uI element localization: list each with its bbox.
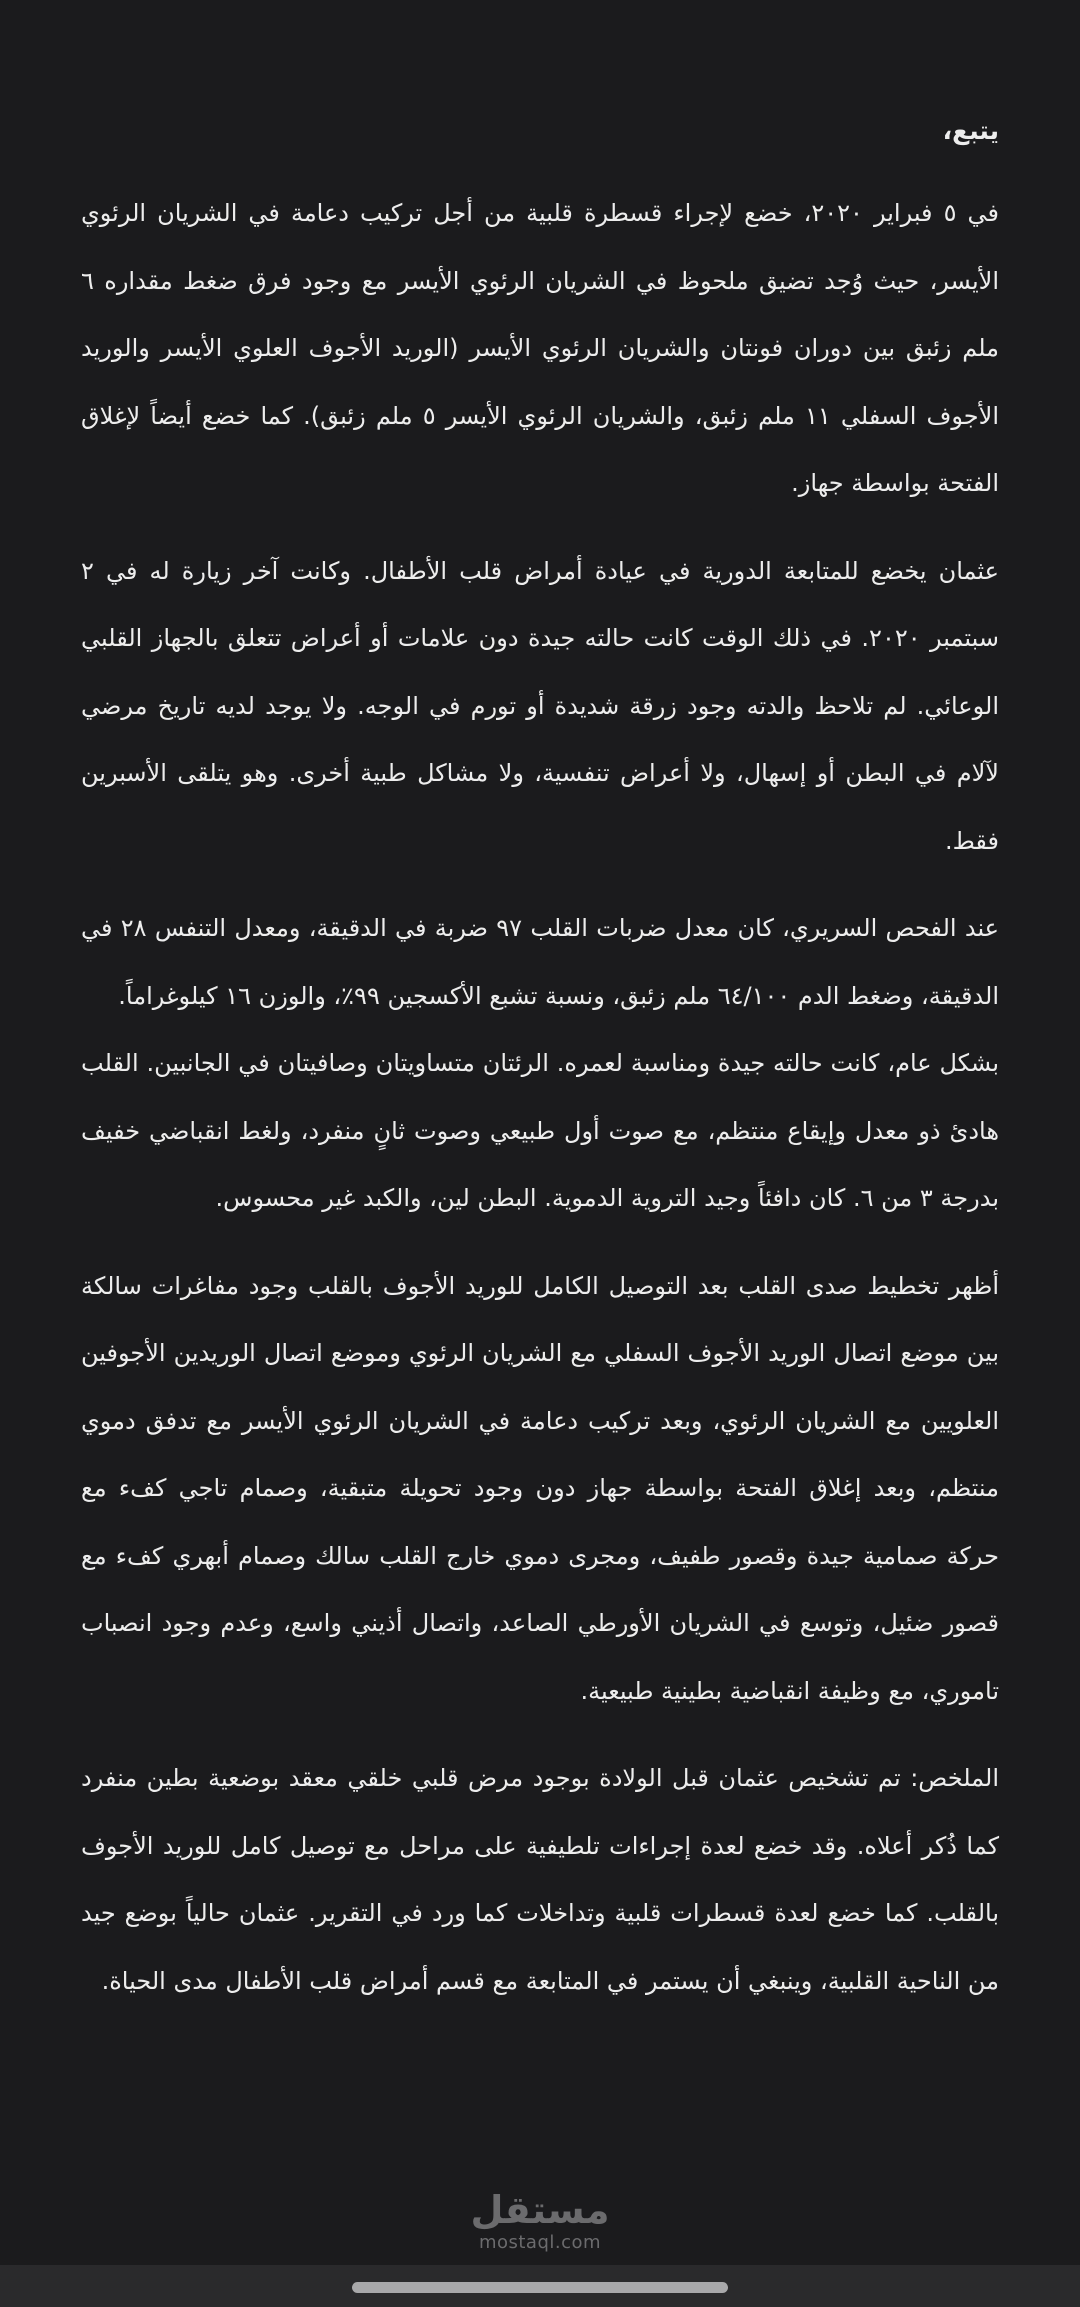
mostaql-watermark: [0, 2188, 1080, 2254]
watermark-url: mostaql.com: [478, 2232, 602, 2253]
home-indicator[interactable]: [352, 2282, 728, 2293]
paragraph-clinical-exam: عند الفحص السريري، كان معدل ضربات القلب ٩٧ ضربة في الدقيقة، ومعدل التنفس ٢٨ في الدقيقة، وضغط الدم ٦٤/١٠٠ ملم زئبق، ونسبة تشبع الأكسجين ٩٩٪، والوزن ١٦ كيلوغراماً.: [81, 914, 1000, 1010]
paragraph-general-condition: بشكل عام، كانت حالته جيدة ومناسبة لعمره. الرئتان متساويتان وصافيتان في الجانبين. القلب هادئ ذو معدل وإيقاع منتظم، مع صوت أول طبيعي وصوت ثانٍ منفرد، ولغط انقباضي خفيف بدرجة ٣ من ٦. كان دافئاً وجيد التروية الدموية. البطن لين، والكبد غير محسوس.: [81, 1049, 999, 1212]
document-body: [81, 96, 999, 2035]
paragraph-summary: الملخص: تم تشخيص عثمان قبل الولادة بوجود مرض قلبي خلقي معقد بوضعية بطين منفرد كما ذُكر أعلاه. وقد خضع لعدة إجراءات تلطيفية على مراحل مع توصيل كامل للوريد الأجوف بالقلب. كما خضع لعدة قسطرات قلبية وتداخلات كما ورد في التقرير. عثمان حالياً بوضع جيد من الناحية القلبية، وينبغي أن يستمر في المتابعة مع قسم أمراض قلب الأطفال مدى الحياة.: [81, 1764, 999, 1995]
watermark-brand: مستقل: [470, 2188, 610, 2232]
continued-heading: يتبع،: [942, 116, 999, 145]
paragraph-follow-up: عثمان يخضع للمتابعة الدورية في عيادة أمراض قلب الأطفال. وكانت آخر زيارة له في ٢ سبتمبر ٢٠٢٠. في ذلك الوقت كانت حالته جيدة دون علامات أو أعراض تتعلق بالجهاز القلبي الوعائي. لم تلاحظ والدته وجود زرقة شديدة أو تورم في الوجه. ولا يوجد لديه تاريخ مرضي لآلام في البطن أو إسهال، ولا أعراض تنفسية، ولا مشاكل طبية أخرى. وهو يتلقى الأسبرين فقط.: [81, 556, 999, 855]
paragraph-echocardiogram: أظهر تخطيط صدى القلب بعد التوصيل الكامل للوريد الأجوف بالقلب وجود مفاغرات سالكة بين موضع اتصال الوريد الأجوف السفلي مع الشريان الرئوي وموضع اتصال الوريدين الأجوفين العلويين مع الشريان الرئوي، وبعد تركيب دعامة في الشريان الرئوي الأيسر مع تدفق دموي منتظم، وبعد إغلاق الفتحة بواسطة جهاز دون وجود تحويلة متبقية، وصمام تاجي كفء مع حركة صمامية جيدة وقصور طفيف، ومجرى دموي خارج القلب سالك وصمام أبهري كفء مع قصور ضئيل، وتوسع في الشريان الأورطي الصاعد، واتصال أذيني واسع، وعدم وجود انصباب تاموري، مع وظيفة انقباضية بطينية طبيعية.: [81, 1271, 999, 1705]
paragraph-catheterization: في ٥ فبراير ٢٠٢٠، خضع لإجراء قسطرة قلبية من أجل تركيب دعامة في الشريان الرئوي الأيسر، حيث وُجد تضيق ملحوظ في الشريان الرئوي الأيسر مع وجود فرق ضغط مقداره ٦ ملم زئبق بين دوران فونتان والشريان الرئوي الأيسر (الوريد الأجوف العلوي الأيسر والوريد الأجوف السفلي ١١ ملم زئبق، والشريان الرئوي الأيسر ٥ ملم زئبق). كما خضع أيضاً لإغلاق الفتحة بواسطة جهاز.: [81, 199, 999, 497]
